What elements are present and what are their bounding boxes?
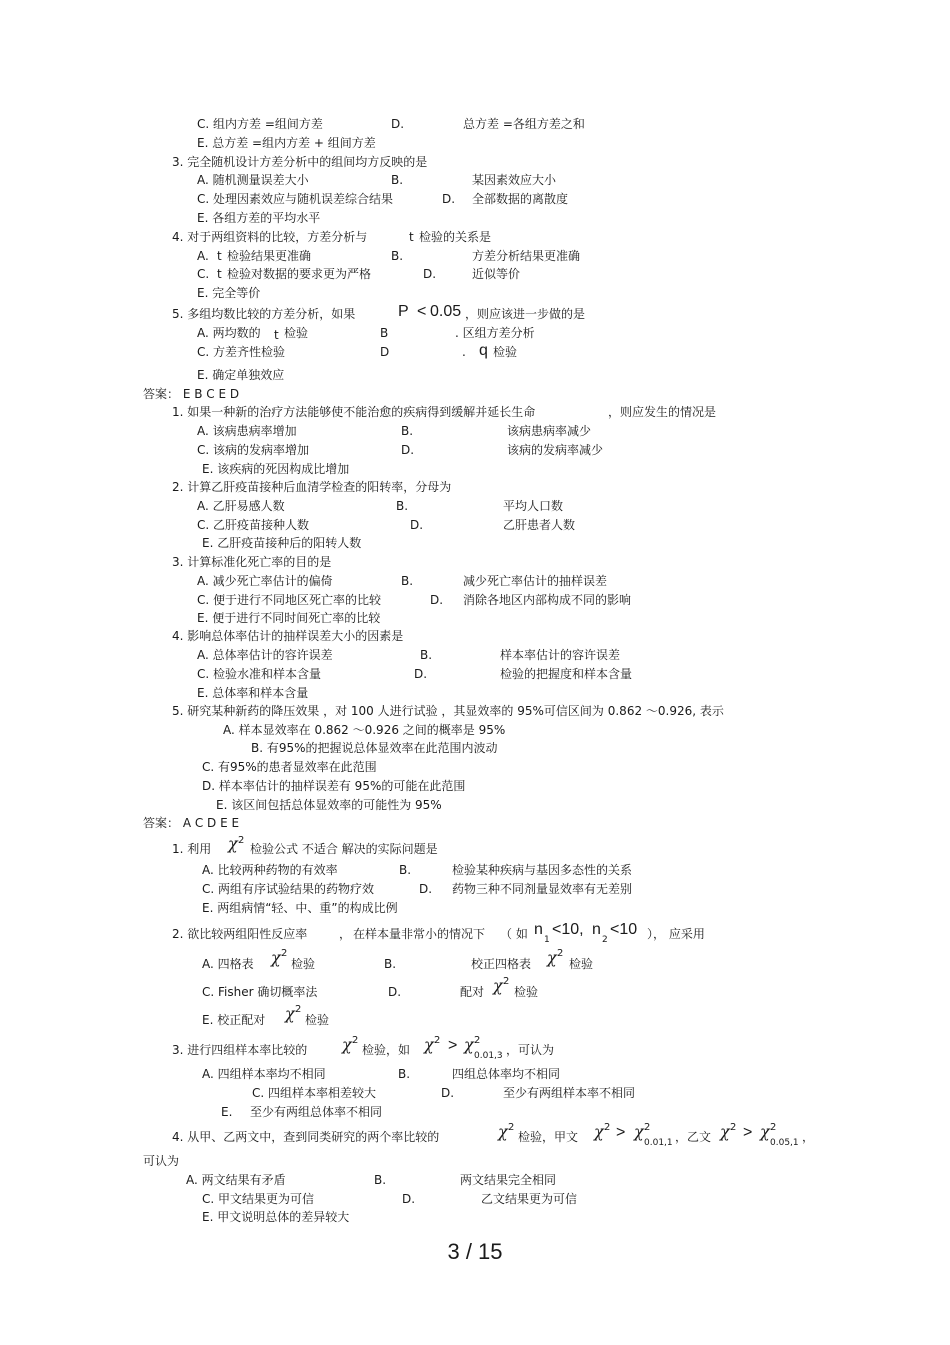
s3-q3-option-a: A. 四组样本率均不相同 xyxy=(202,1067,326,1081)
s3-q3-option-e-row xyxy=(0,1104,950,1120)
s2-q4-option-d: 检验的把握度和样本含量 xyxy=(500,667,633,681)
s3-q4-stem-c: ，乙文 xyxy=(675,1130,712,1144)
s1-q3-stem: 3. 完全随机设计方差分析中的组间均方反映的是 xyxy=(172,155,428,169)
s1-q4-option-b: 方差分析结果更准确 xyxy=(472,249,581,263)
s1-q3-option-d: 全部数据的离散度 xyxy=(472,192,569,206)
s1-q2-option-d-label: D. xyxy=(391,117,405,131)
s3-q2-option-b-pre: 校正四格表 xyxy=(471,957,532,971)
s2-q2-options-cd xyxy=(0,517,950,533)
s3-q4-stem xyxy=(0,1122,950,1150)
s1-q5-option-d-dot: . xyxy=(462,345,466,359)
s1-q4-option-d: 近似等价 xyxy=(472,267,521,281)
s3-q2-option-c: C. Fisher 确切概率法 xyxy=(202,985,318,999)
s1-q4-stem-b: 检验的关系是 xyxy=(419,230,492,244)
s1-q3-options-ab xyxy=(0,172,950,188)
s3-q1-chi-exponent: 2 xyxy=(238,835,245,846)
s2-q3-option-e: E. 便于进行不同时间死亡率的比较 xyxy=(197,611,381,625)
s2-q5-stem: 5. 研究某种新药的降压效果 ，对 100 人进行试验 ，其显效率的 95%可信区间为 0.862 ～0.926, 表示 xyxy=(172,704,724,718)
s1-q5-option-a-post: 检验 xyxy=(284,326,309,340)
s3-q3-option-e: 至少有两组总体率不相同 xyxy=(250,1105,383,1119)
s2-q2-option-d-label: D. xyxy=(410,518,424,532)
s2-q3-option-d-label: D. xyxy=(430,593,444,607)
s3-q2-option-e-chi: χ xyxy=(285,1004,295,1023)
s3-q3-stem-a: 3. 进行四组样本率比较的 xyxy=(172,1043,308,1057)
s3-q3-option-c: C. 四组样本率相差较大 xyxy=(252,1086,377,1100)
s3-q4-chi-1: χ xyxy=(498,1122,508,1141)
s3-q3-exp-1: 2 xyxy=(352,1035,359,1046)
s3-q3-option-b-label: B. xyxy=(398,1067,411,1081)
s1-q4-option-a-t: t xyxy=(217,249,222,263)
s3-q2-stem-paren: （ 如 xyxy=(500,927,528,941)
s3-q2-stem-b: 在样本量非常小的情况下 xyxy=(353,927,486,941)
s1-q4-option-a-label: A. xyxy=(197,249,209,263)
s1-q2-option-e: E. 总方差 =组内方差 + 组间方差 xyxy=(197,136,376,150)
s1-q5-option-d-q: q xyxy=(479,342,488,359)
s2-q1-stem-tail: ，则应发生的情况是 xyxy=(608,405,717,419)
s3-q2-stem-comma: ， xyxy=(339,927,352,941)
s3-q3-option-e-label: E. xyxy=(221,1105,233,1119)
s1-q4-option-d-label: D. xyxy=(423,267,437,281)
s1-answer: 答案： E B C E D xyxy=(143,387,240,401)
s1-q2-option-c: C. 组内方差 =组间方差 xyxy=(197,117,323,131)
s3-q3-option-b: 四组总体率均不相同 xyxy=(452,1067,561,1081)
s1-q3-option-b: 某因素效应大小 xyxy=(472,173,557,187)
s1-q3-option-c: C. 处理因素效应与随机误差综合结果 xyxy=(197,192,394,206)
s3-q3-exp-2: 2 xyxy=(434,1035,441,1046)
s3-q3-options-ab xyxy=(0,1066,950,1082)
s2-q5-option-b: B. 有95%的把握说总体显效率在此范围内波动 xyxy=(251,741,498,755)
s1-q5-option-a-t: t xyxy=(274,328,279,342)
s3-q4-critical-subscript-2: 0.05,1 xyxy=(770,1138,799,1148)
s2-q1-stem-main: 1. 如果一种新的治疗方法能够使不能治愈的疾病得到缓解并延长生命 xyxy=(172,405,536,419)
s1-q3-option-a: A. 随机测量误差大小 xyxy=(197,173,309,187)
s3-q1-option-d: 药物三种不同剂量显效率有无差别 xyxy=(452,882,633,896)
s3-q4-option-e: E. 甲文说明总体的差异较大 xyxy=(202,1210,350,1224)
s3-q1-option-a: A. 比较两种药物的有效率 xyxy=(202,863,338,877)
s3-q2-stem xyxy=(0,922,950,946)
s3-q2-option-d-post: 检验 xyxy=(514,985,539,999)
s3-q2-option-d-label: D. xyxy=(388,985,402,999)
s2-q4-option-b: 样本率估计的容许误差 xyxy=(500,648,621,662)
s3-q3-stem-b: 检验，如 xyxy=(362,1043,411,1057)
s3-q4-exp-4: 2 xyxy=(730,1122,737,1133)
s1-q4-option-e: E. 完全等价 xyxy=(197,286,261,300)
s3-q1-option-b: 检验某种疾病与基因多态性的关系 xyxy=(452,863,633,877)
s2-q4-option-b-label: B. xyxy=(420,648,433,662)
s1-q5-stem-a: 5. 多组均数比较的方差分析，如果 xyxy=(172,307,356,321)
s3-q2-option-e-pre: E. 校正配对 xyxy=(202,1013,266,1027)
s1-q5-option-d-label: D xyxy=(380,345,390,359)
s3-q2-option-a-post: 检验 xyxy=(291,957,316,971)
s3-q2-option-a-pre: A. 四格表 xyxy=(202,957,254,971)
s3-q4-option-b-label: B. xyxy=(374,1173,387,1187)
s2-q2-option-b-label: B. xyxy=(396,499,409,513)
s1-q4-option-a: 检验结果更准确 xyxy=(227,249,312,263)
s1-q5-p-symbol: P xyxy=(398,303,409,320)
s1-q5-options-cd xyxy=(0,344,950,362)
s2-q1-option-c: C. 该病的发病率增加 xyxy=(197,443,310,457)
s3-q3-exp-3: 2 xyxy=(474,1035,481,1046)
s1-q5-option-b-label: B xyxy=(380,326,389,340)
s2-q1-option-d-label: D. xyxy=(401,443,415,457)
s2-q1-options-ab xyxy=(0,423,950,439)
s2-q2-option-a: A. 乙肝易感人数 xyxy=(197,499,285,513)
s1-q2-option-d: 总方差 =各组方差之和 xyxy=(463,117,585,131)
s1-q5-option-b: . 区组方差分析 xyxy=(455,326,535,340)
s3-q2-n2-subscript: 2 xyxy=(602,935,608,945)
s3-q4-greater-than-2: > xyxy=(743,1124,753,1141)
s2-q5-option-d: D. 样本率估计的抽样误差有 95%的可能在此范围 xyxy=(202,779,466,793)
s3-q4-stem-wrap: 可认为 xyxy=(143,1154,180,1168)
s1-q3-option-d-label: D. xyxy=(442,192,456,206)
s3-q1-stem xyxy=(0,836,950,858)
s1-q4-options-cd xyxy=(0,266,950,282)
s2-q5-option-e: E. 该区间包括总体显效率的可能性为 95% xyxy=(216,798,442,812)
s1-q5-less-than: < xyxy=(417,303,427,320)
s3-q4-exp-2: 2 xyxy=(604,1122,611,1133)
s2-q2-stem: 2. 计算乙肝疫苗接种后血清学检查的阳转率，分母为 xyxy=(172,480,452,494)
s3-q1-option-b-label: B. xyxy=(399,863,412,877)
s3-q4-chi-4: χ xyxy=(720,1122,730,1141)
s1-q4-stem-t: t xyxy=(409,230,414,244)
s2-q3-option-b-label: B. xyxy=(401,574,414,588)
s3-q2-option-a-chi: χ xyxy=(271,948,281,967)
s1-q3-options-cd xyxy=(0,191,950,207)
s1-q5-stem xyxy=(0,305,950,327)
s2-q5-option-a: A. 样本显效率在 0.862 ～0.926 之间的概率是 95% xyxy=(223,723,506,737)
s3-q2-option-d-pre: 配对 xyxy=(460,985,485,999)
s2-q3-option-a: A. 减少死亡率估计的偏倚 xyxy=(197,574,333,588)
s3-q3-chi-2: χ xyxy=(424,1035,434,1054)
s2-q3-option-b: 减少死亡率估计的抽样误差 xyxy=(463,574,608,588)
s3-q3-critical-subscript: 0.01,3 xyxy=(474,1051,503,1061)
s3-q3-stem xyxy=(0,1036,950,1062)
s1-q5-stem-b: ，则应该进一步做的是 xyxy=(465,307,586,321)
s3-q4-stem-b: 检验，甲文 xyxy=(518,1130,579,1144)
s2-q4-option-e: E. 总体率和样本含量 xyxy=(197,686,309,700)
s1-q5-option-c: C. 方差齐性检验 xyxy=(197,345,286,359)
s3-q2-stem-a: 2. 欲比较两组阳性反应率 xyxy=(172,927,308,941)
s1-q4-option-c: 检验对数据的要求更为严格 xyxy=(227,267,372,281)
s3-q3-stem-c: ，可认为 xyxy=(506,1043,555,1057)
s3-q4-exp-1: 2 xyxy=(508,1122,515,1133)
s2-q4-option-a: A. 总体率估计的容许误差 xyxy=(197,648,333,662)
s2-q2-option-b: 平均人口数 xyxy=(503,499,564,513)
s2-q3-stem: 3. 计算标准化死亡率的目的是 xyxy=(172,555,332,569)
s1-q4-options-ab xyxy=(0,248,950,264)
s2-q1-options-cd xyxy=(0,442,950,458)
s3-q4-stem-a: 4. 从甲、乙两文中，查到同类研究的两个率比较的 xyxy=(172,1130,440,1144)
s3-q4-option-d: 乙文结果更为可信 xyxy=(481,1192,578,1206)
s3-q4-critical-subscript-1: 0.01,1 xyxy=(644,1138,673,1148)
s1-q4-option-c-t: t xyxy=(217,267,222,281)
s3-q2-option-b-chi: χ xyxy=(547,948,557,967)
s3-q4-chi-5: χ xyxy=(760,1122,770,1141)
s2-q3-option-d: 消除各地区内部构成不同的影响 xyxy=(463,593,632,607)
s2-q1-option-b-label: B. xyxy=(401,424,414,438)
s1-q2-options-cd xyxy=(0,116,950,132)
s3-q4-greater-than-1: > xyxy=(616,1124,626,1141)
s3-q3-chi-1: χ xyxy=(342,1035,352,1054)
s2-q1-option-b: 该病患病率减少 xyxy=(507,424,592,438)
page-number: 3 / 15 xyxy=(447,1239,503,1264)
s3-q2-options-ab xyxy=(0,950,950,974)
s3-q4-options-cd xyxy=(0,1191,950,1207)
s2-q4-options-ab xyxy=(0,647,950,663)
s1-q5-option-d: 检验 xyxy=(493,345,518,359)
s1-q5-option-a-pre: A. 两均数的 xyxy=(197,326,261,340)
s3-q3-options-cd xyxy=(0,1085,950,1101)
s2-q3-options-cd xyxy=(0,592,950,608)
s3-q4-option-d-label: D. xyxy=(402,1192,416,1206)
s3-q1-option-e: E. 两组病情“轻、中、重”的构成比例 xyxy=(202,901,398,915)
s3-q3-greater-than: > xyxy=(448,1037,458,1054)
s3-q2-option-e xyxy=(0,1006,950,1030)
s2-q4-option-c: C. 检验水准和样本含量 xyxy=(197,667,322,681)
s2-q2-options-ab xyxy=(0,498,950,514)
s2-q1-option-a: A. 该病患病率增加 xyxy=(197,424,297,438)
s2-answer: 答案： A C D E E xyxy=(143,816,240,830)
s3-q1-chi-symbol: χ xyxy=(228,834,238,853)
s1-q5-options-ab xyxy=(0,325,950,341)
s3-q2-condition-1: <10, xyxy=(552,921,584,938)
s1-q4-stem xyxy=(0,229,950,245)
s2-q1-option-d: 该病的发病率减少 xyxy=(507,443,604,457)
s3-q2-option-a-exp: 2 xyxy=(281,948,288,959)
s2-q1-option-e: E. 该疾病的死因构成比增加 xyxy=(202,462,350,476)
s3-q4-stem-d: ， xyxy=(802,1130,815,1144)
s1-q3-option-b-label: B. xyxy=(391,173,404,187)
s3-q4-chi-3: χ xyxy=(634,1122,644,1141)
s3-q4-option-b: 两文结果完全相同 xyxy=(460,1173,557,1187)
s1-q5-threshold: 0.05 xyxy=(430,303,462,320)
s2-q5-option-c: C. 有95%的患者显效率在此范围 xyxy=(202,760,377,774)
s3-q1-stem-a: 1. 利用 xyxy=(172,842,212,856)
s2-q2-option-c: C. 乙肝疫苗接种人数 xyxy=(197,518,310,532)
s3-q2-option-b-label: B. xyxy=(384,957,397,971)
s3-q1-option-d-label: D. xyxy=(419,882,433,896)
s3-q3-option-d: 至少有两组样本率不相同 xyxy=(503,1086,636,1100)
s3-q2-option-d-chi: χ xyxy=(493,976,503,995)
s3-q2-option-e-exp: 2 xyxy=(295,1004,302,1015)
s3-q1-stem-b: 检验公式 不适合 解决的实际问题是 xyxy=(250,842,438,856)
s1-q3-option-e: E. 各组方差的平均水平 xyxy=(197,211,321,225)
s3-q4-exp-3: 2 xyxy=(644,1122,651,1133)
s3-q4-option-c: C. 甲文结果更为可信 xyxy=(202,1192,315,1206)
s3-q2-option-b-post: 检验 xyxy=(569,957,594,971)
s2-q1-stem xyxy=(0,404,950,420)
s1-q5-option-e: E. 确定单独效应 xyxy=(197,368,285,382)
s1-q4-stem-a: 4. 对于两组资料的比较，方差分析与 xyxy=(172,230,368,244)
s3-q3-chi-3: χ xyxy=(464,1035,474,1054)
s3-q3-option-d-label: D. xyxy=(441,1086,455,1100)
s3-q4-chi-2: χ xyxy=(594,1122,604,1141)
s3-q2-options-cd xyxy=(0,978,950,1002)
s3-q2-n1-subscript: 1 xyxy=(544,935,550,945)
s2-q3-options-ab xyxy=(0,573,950,589)
s2-q2-option-e: E. 乙肝疫苗接种后的阳转人数 xyxy=(202,536,362,550)
s3-q1-options-ab xyxy=(0,862,950,878)
s3-q1-option-c: C. 两组有序试验结果的药物疗效 xyxy=(202,882,375,896)
s3-q2-n1-symbol: n xyxy=(534,921,543,938)
s3-q2-condition-2: <10 xyxy=(610,921,638,938)
s2-q3-option-c: C. 便于进行不同地区死亡率的比较 xyxy=(197,593,382,607)
s3-q4-options-ab xyxy=(0,1172,950,1188)
s1-q4-option-b-label: B. xyxy=(391,249,404,263)
s2-q4-stem: 4. 影响总体率估计的抽样误差大小的因素是 xyxy=(172,629,404,643)
s3-q1-options-cd xyxy=(0,881,950,897)
s3-q2-option-d-exp: 2 xyxy=(503,976,510,987)
s3-q4-exp-5: 2 xyxy=(770,1122,777,1133)
s2-q4-option-d-label: D. xyxy=(414,667,428,681)
s1-q4-option-c-label: C. xyxy=(197,267,210,281)
s3-q2-option-b-exp: 2 xyxy=(557,948,564,959)
s3-q2-n2-symbol: n xyxy=(592,921,601,938)
s3-q4-option-a: A. 两文结果有矛盾 xyxy=(186,1173,286,1187)
s3-q2-stem-c: ）， 应采用 xyxy=(647,927,705,941)
s2-q4-options-cd xyxy=(0,666,950,682)
s2-q2-option-d: 乙肝患者人数 xyxy=(503,518,576,532)
s3-q2-option-e-post: 检验 xyxy=(305,1013,330,1027)
